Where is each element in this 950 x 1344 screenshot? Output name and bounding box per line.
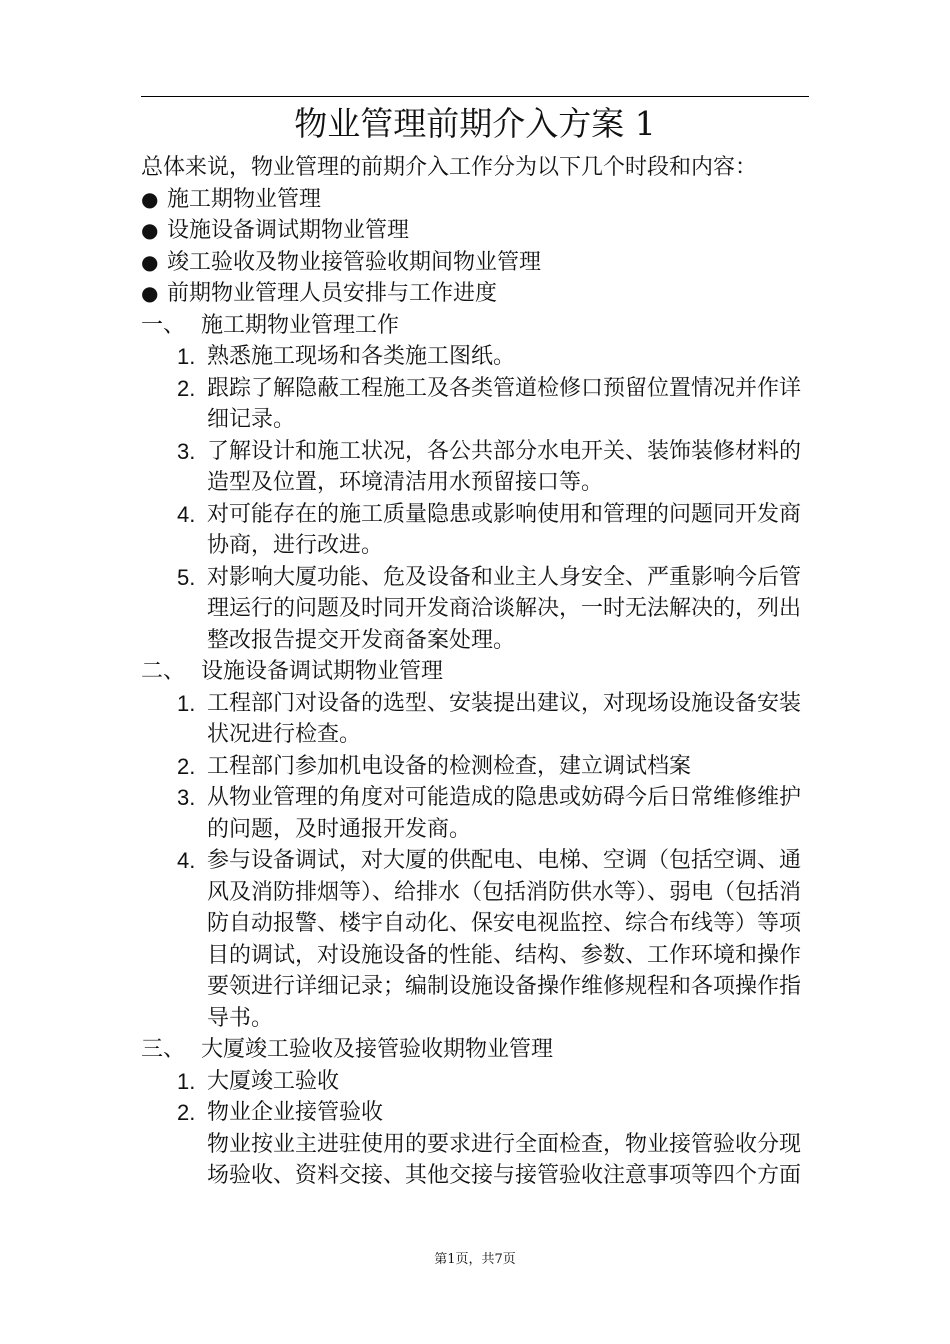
- section-heading: [141, 656, 809, 688]
- header-rule: [141, 96, 809, 97]
- bullet-item: [141, 247, 809, 279]
- section-title: 施工期物业管理工作: [201, 312, 400, 338]
- section-heading: [141, 1034, 809, 1066]
- document-title: 物业管理前期介入方案 1: [294, 104, 656, 143]
- item-number: 1.: [177, 690, 196, 716]
- bullet-text: 设施设备调试期物业管理: [167, 218, 410, 243]
- list-item: [141, 499, 809, 562]
- item-text: 工程部门参加机电设备的检测检查，建立调试档案: [207, 753, 692, 779]
- item-text: 参与设备调试，对大厦的供配电、电梯、空调（包括空调、通风及消防排烟等）、给排水（包括消防供水等）、弱电（包括消防自动报警、楼宇自动化、保安电视监控、综合布线等）等项目的调试，对设施设备的性能、结构、参数、工作环境和操作要领进行详细记录；编制设施设备操作维修规程和各项操作指导书。: [207, 848, 802, 1031]
- bullet-text: 竣工验收及物业接管验收期间物业管理: [167, 249, 542, 275]
- bullet-item: [141, 278, 809, 310]
- page-footer: 第1页，共7页: [434, 1252, 516, 1267]
- item-text: 熟悉施工现场和各类施工图纸。: [207, 344, 516, 369]
- section-number: 三、: [141, 1037, 186, 1062]
- item-number: 2.: [177, 1100, 196, 1125]
- list-item: [141, 1097, 809, 1129]
- item-text: 大厦竣工验收: [207, 1068, 340, 1094]
- item-number: 1.: [177, 344, 196, 369]
- document-body: [141, 152, 809, 1192]
- list-item: [141, 782, 809, 845]
- bullet-text: 前期物业管理人员安排与工作进度: [167, 281, 498, 306]
- item-text: 物业企业接管验收: [207, 1100, 384, 1125]
- section-number: 二、: [141, 659, 186, 684]
- item-number: 2.: [177, 375, 196, 401]
- section-number: 一、: [141, 312, 186, 338]
- bullet-item: [141, 184, 809, 216]
- bullet-dot-icon: ●: [141, 218, 159, 242]
- item-number: 4.: [177, 848, 196, 873]
- item-text: 跟踪了解隐蔽工程施工及各类管道检修口预留位置情况并作详细记录。: [207, 375, 802, 432]
- item-text: 工程部门对设备的选型、安装提出建议，对现场设施设备安装状况进行检查。: [207, 690, 802, 747]
- bullet-dot-icon: ●: [141, 186, 159, 211]
- section-title: 大厦竣工验收及接管验收期物业管理: [201, 1037, 554, 1062]
- item-text: 对影响大厦功能、危及设备和业主人身安全、严重影响今后管理运行的问题及时同开发商洽谈解决，一时无法解决的，列出整改报告提交开发商备案处理。: [207, 564, 802, 653]
- item-text: 对可能存在的施工质量隐患或影响使用和管理的问题同开发商协商，进行改进。: [207, 501, 802, 558]
- item-text: 了解设计和施工状况，各公共部分水电开关、装饰装修材料的造型及位置，环境清洁用水预留接口等。: [207, 438, 802, 495]
- list-item: [141, 1066, 809, 1098]
- item-number: 4.: [177, 501, 196, 527]
- list-item: [141, 751, 809, 783]
- item-number: 3.: [177, 438, 196, 464]
- item-number: 2.: [177, 753, 196, 779]
- bullet-item: [141, 215, 809, 247]
- list-item: [141, 373, 809, 436]
- bullet-dot-icon: ●: [141, 281, 159, 305]
- section-heading: [141, 310, 809, 342]
- item-number: 1.: [177, 1068, 196, 1094]
- section-title: 设施设备调试期物业管理: [201, 659, 444, 684]
- bullet-dot-icon: ●: [141, 249, 159, 274]
- bullet-text: 施工期物业管理: [167, 186, 322, 212]
- body-paragraph: 物业按业主进驻使用的要求进行全面检查，物业接管验收分现场验收、资料交接、其他交接与接管验收注意事项等四个方面: [207, 1131, 802, 1188]
- item-number: 5.: [177, 564, 196, 590]
- item-number: 3.: [177, 785, 196, 810]
- intro-paragraph: 总体来说，物业管理的前期介入工作分为以下几个时段和内容：: [141, 155, 758, 180]
- item-text: 从物业管理的角度对可能造成的隐患或妨碍今后日常维修维护的问题，及时通报开发商。: [207, 785, 802, 842]
- list-item: [141, 562, 809, 657]
- list-item: [141, 341, 809, 373]
- list-item: [141, 688, 809, 751]
- list-item: [141, 845, 809, 1034]
- list-item: [141, 436, 809, 499]
